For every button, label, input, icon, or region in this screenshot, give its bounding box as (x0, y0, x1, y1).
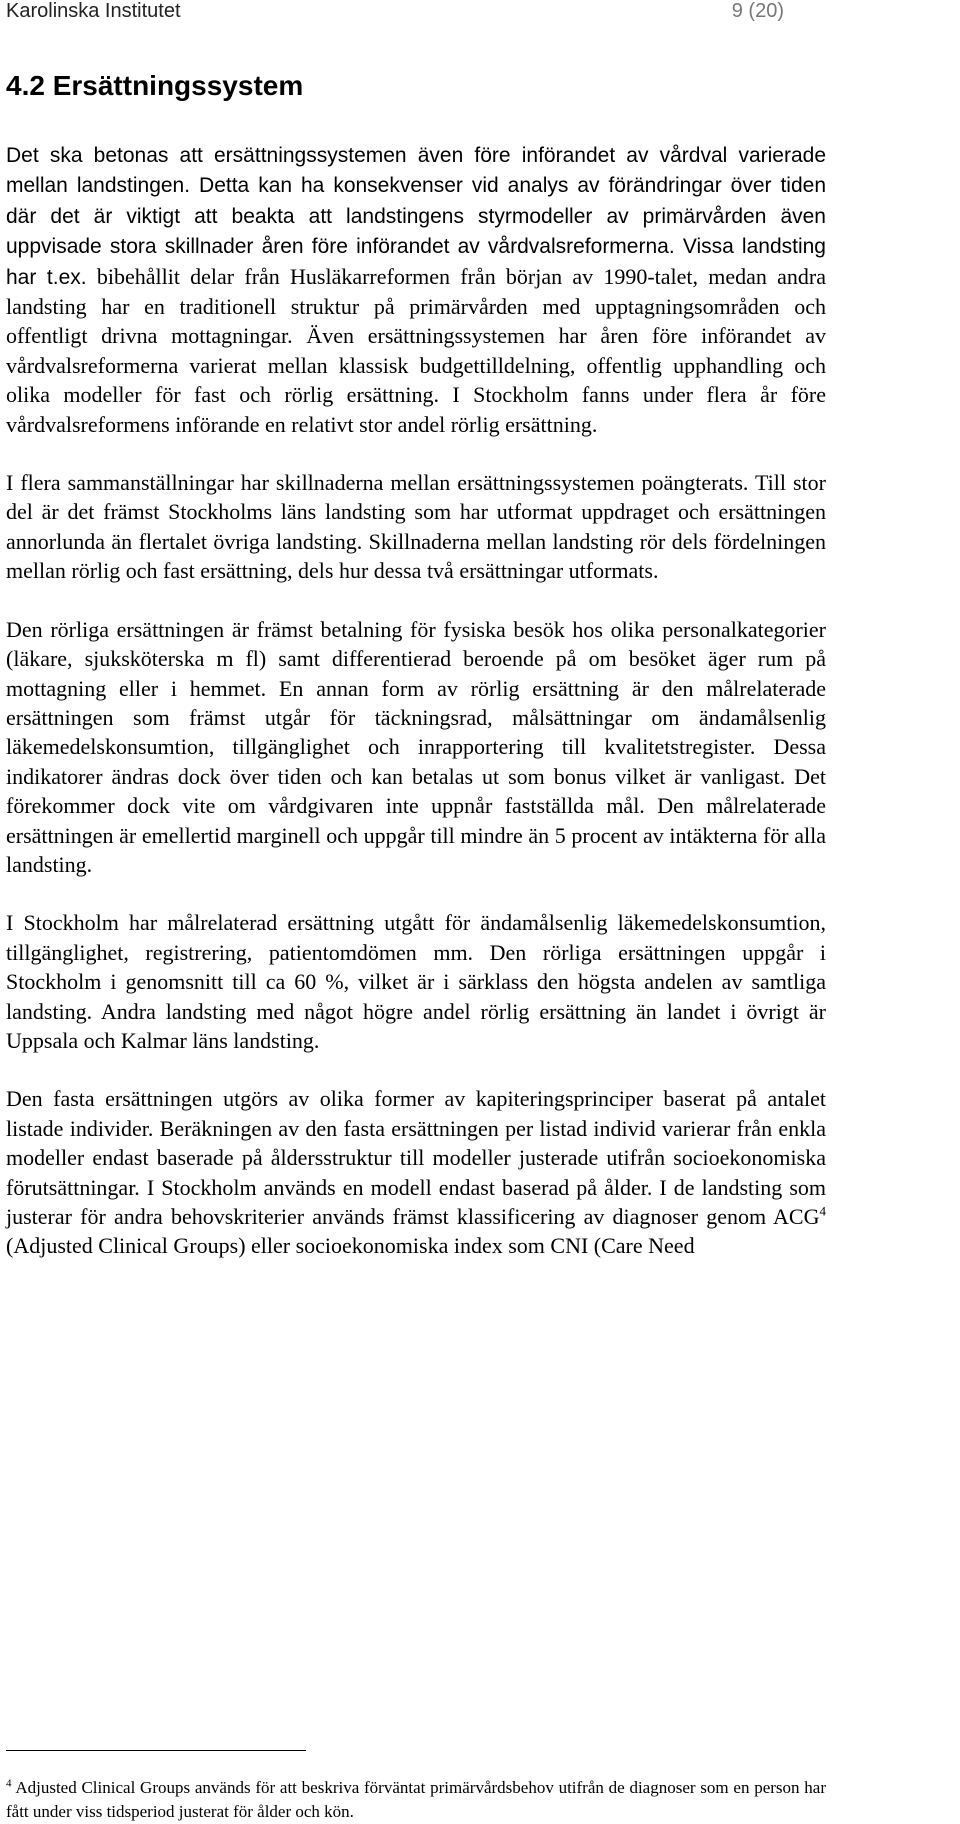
institution-name: Karolinska Institutet (6, 0, 181, 22)
footnote-marker: 4 (6, 1777, 12, 1790)
paragraph-3: Den rörliga ersättningen är främst betalning för fysiska besök hos olika personalkategorier (läkare, sjuksköterska m fl) samt differentierad beroende på om besöket äger rum på mottagning eller i hemmet. En annan form av rörlig ersättning är den målrelaterade ersättningen som främst utgår för täckningsrad, målsättningar om ändamålsenlig läkemedelskonsumtion, tillgänglighet och inrapportering till kvalitetstregister. Dessa indikatorer ändras dock över tiden och kan betalas ut som bonus vilket är vanligast. Det förekommer dock vite om vårdgivaren inte uppnår fastställda mål. Den målrelaterade ersättningen är emellertid marginell och uppgår till mindre än 5 procent av intäkterna för alla landsting. (6, 616, 826, 877)
paragraph-5 (6, 1084, 826, 1260)
footnote-reference: 4 (819, 1203, 826, 1219)
paragraph-1 (6, 140, 826, 439)
page-number: 9 (20) (731, 0, 784, 22)
paragraph-1-serif-part: bibehållit delar från Husläkarreformen från början av 1990-talet, medan andra landsting har en traditionell struktur på primärvården med upptagningsområden och offentligt drivna mottagningar. Även ersättningssystemen har åren före införandet av vårdvalsreformerna varierat mellan klassisk budgettilldelning, offentlig upphandling och olika modeller för fast och rörlig ersättning. I Stockholm fanns under flera år före vårdvalsreformens införande en relativt stor andel rörlig ersättning. (6, 263, 827, 437)
paragraph-4: I Stockholm har målrelaterad ersättning utgått för ändamålsenlig läkemedelskonsumtion, tillgänglighet, registrering, patientomdömen mm. Den rörliga ersättningen uppgår i Stockholm i genomsnitt till ca 60 %, vilket är i särklass den högsta andelen av samtliga landsting. Andra landsting med något högre andel rörlig ersättning än landet i övrigt är Uppsala och Kalmar läns landsting. (6, 910, 826, 1053)
body-text (6, 140, 826, 1290)
footnote (6, 1776, 826, 1824)
footnote-text: Adjusted Clinical Groups används för att beskriva förväntat primärvårdsbehov utifrån de diagnoser som en person har fått under viss tidsperiod justerat för ålder och kön. (6, 1778, 826, 1821)
section-heading: 4.2 Ersättningssystem (6, 70, 304, 101)
paragraph-2: I flera sammanställningar har skillnaderna mellan ersättningssystemen poängterats. Till stor del är det främst Stockholms läns landsting som har utformat uppdraget och ersättningen annorlunda än flertalet övriga landsting. Skillnaderna mellan landsting rör dels fördelningen mellan rörlig och fast ersättning, dels hur dessa två ersättningar utformats. (6, 470, 826, 584)
paragraph-5-tail: (Adjusted Clinical Groups) eller socioekonomiska index som CNI (Care Need (6, 1233, 695, 1259)
paragraph-5-main: Den fasta ersättningen utgörs av olika former av kapiteringsprinciper baserat på antalet listade individer. Beräkningen av den fasta ersättningen per listad individ varierar från enkla modeller endast baserade på åldersstruktur till modeller justerade utifrån socioekonomiska förutsättningar. I Stockholm används en modell endast baserad på ålder. I de landsting som justerar för andra behovskriterier används främst klassificering av diagnoser genom ACG (6, 1086, 826, 1229)
paragraph-1-sans-part: Det ska betonas att ersättningssystemen även före införandet av vårdval varierade mellan landstingen. Detta kan ha konsekvenser vid analys av förändringar över tiden där det är viktigt att beakta att landstingens styrmodeller av primärvården även uppvisade stora skillnader åren före införandet av vårdvalsreformerna. Vissa landsting har t.ex. (6, 144, 826, 289)
page-header (6, 0, 954, 30)
footnote-divider (6, 1750, 306, 1751)
